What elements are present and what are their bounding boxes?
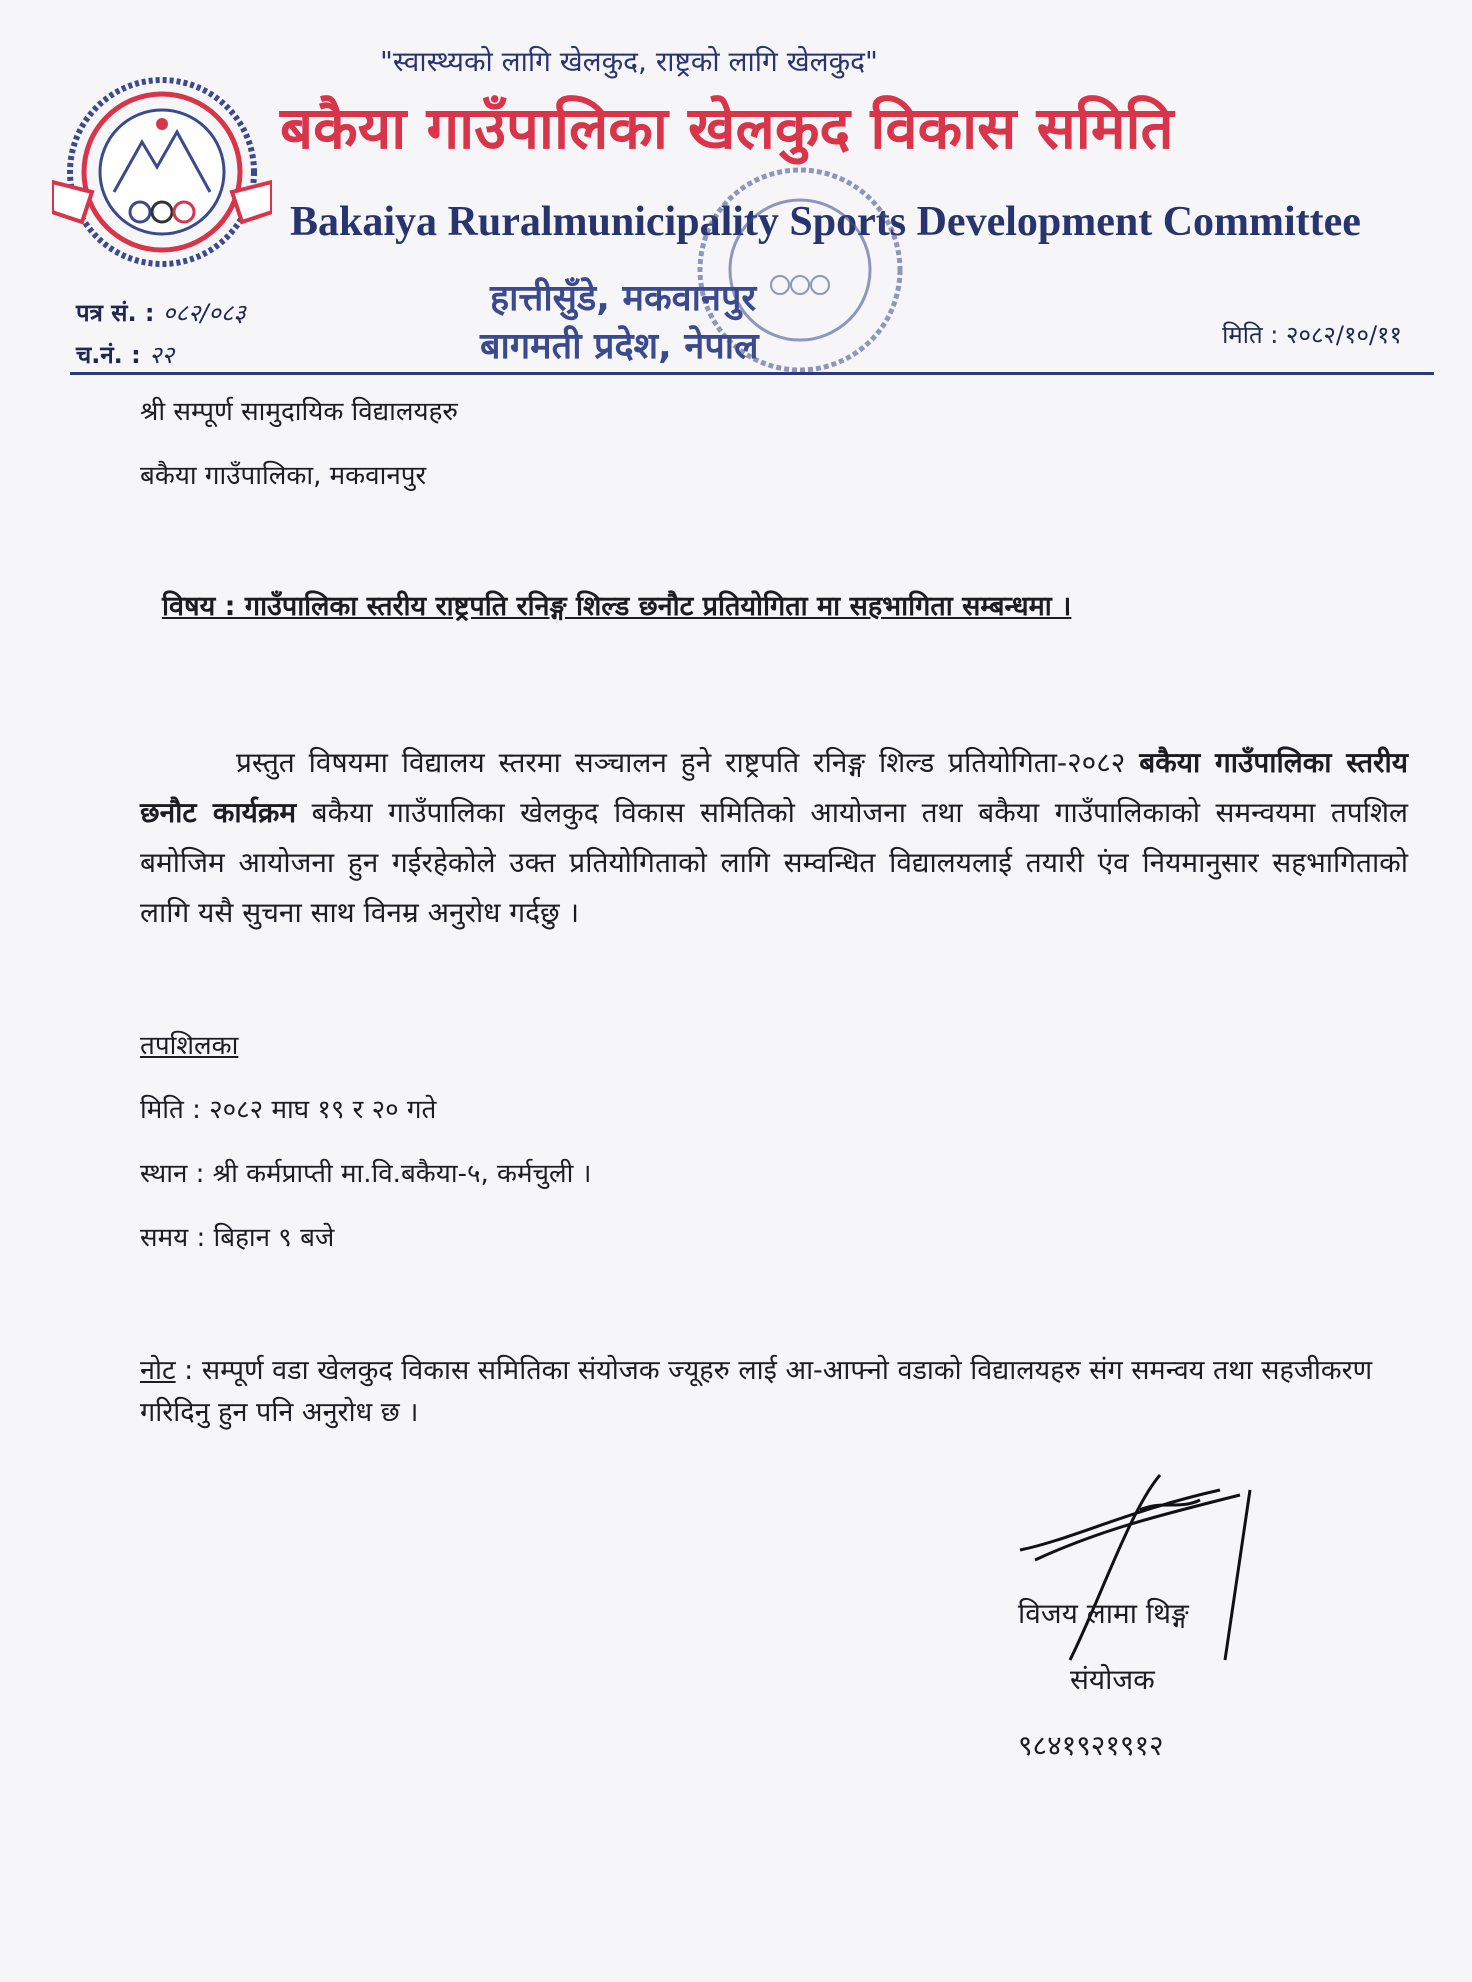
address-line-1: हात्तीसुँडे, मकवानपुर	[490, 278, 757, 319]
note: नोट : सम्पूर्ण वडा खेलकुद विकास समितिका संयोजक ज्यूहरु लाई आ-आफ्नो वडाको विद्यालयहरु संग समन्वय तथा सहजीकरण गरिदिनु हुन पनि अनुरोध छ ।	[140, 1355, 1373, 1428]
body-paragraph: प्रस्तुत विषयमा विद्यालय स्तरमा सञ्चालन हुने राष्ट्रपति रनिङ्ग शिल्ड प्रतियोगिता-२०८२ बकैया गाउँपालिका स्तरीय छनौट कार्यक्रम बकैया गाउँपालिका खेलकुद विकास समितिको आयोजना तथा बकैया गाउँपालिकाको समन्वयमा तपशिल बमोजिम आयोजना हुन गईरहेकोले उक्त प्रतियोगिताको लागि सम्वन्धित विद्यालयलाई तयारी एंव नियमानुसार सहभागिताको लागि यसै सुचना साथ विनम्र अनुरोध गर्दछु ।	[140, 746, 1408, 929]
address-line-2: बागमती प्रदेश, नेपाल	[480, 326, 759, 367]
signature	[1010, 1470, 1280, 1670]
header-divider	[70, 372, 1434, 375]
subject-line: विषय : गाउँपालिका स्तरीय राष्ट्रपति रनिङ्ग शिल्ड छनौट प्रतियोगिता मा सहभागिता सम्बन्धमा ।	[162, 591, 1072, 622]
slogan: "स्वास्थ्यको लागि खेलकुद, राष्ट्रको लागि खेलकुद"	[380, 45, 878, 78]
org-name-nepali: बकैया गाउँपालिका खेलकुद विकास समिति	[280, 94, 1174, 162]
schedule-time: समय : बिहान ९ बजे	[140, 1223, 335, 1253]
letter-number: पत्र सं. : ०८२/०८३	[76, 299, 246, 327]
signatory-phone: ९८४१९२१९१२	[1018, 1729, 1164, 1762]
schedule-date: मिति : २०८२ माघ १९ र २० गते	[140, 1095, 437, 1125]
org-name-english: Bakaiya Ruralmunicipality Sports Development Committee	[290, 199, 1361, 245]
letter-date: मिति : २०८२/१०/११	[1222, 321, 1402, 349]
committee-logo	[52, 72, 272, 292]
schedule-heading: तपशिलका	[140, 1031, 239, 1061]
signatory-title: संयोजक	[1070, 1663, 1155, 1696]
schedule-venue: स्थान : श्री कर्मप्राप्ती मा.वि.बकैया-५, कर्मचुली ।	[140, 1159, 592, 1189]
recipient-line-2: बकैया गाउँपालिका, मकवानपुर	[140, 461, 427, 491]
dispatch-number: च.नं. : २२	[76, 341, 175, 369]
signatory-name: विजय लामा थिङ्ग	[1018, 1597, 1189, 1630]
recipient-line-1: श्री सम्पूर्ण सामुदायिक विद्यालयहरु	[140, 397, 458, 427]
